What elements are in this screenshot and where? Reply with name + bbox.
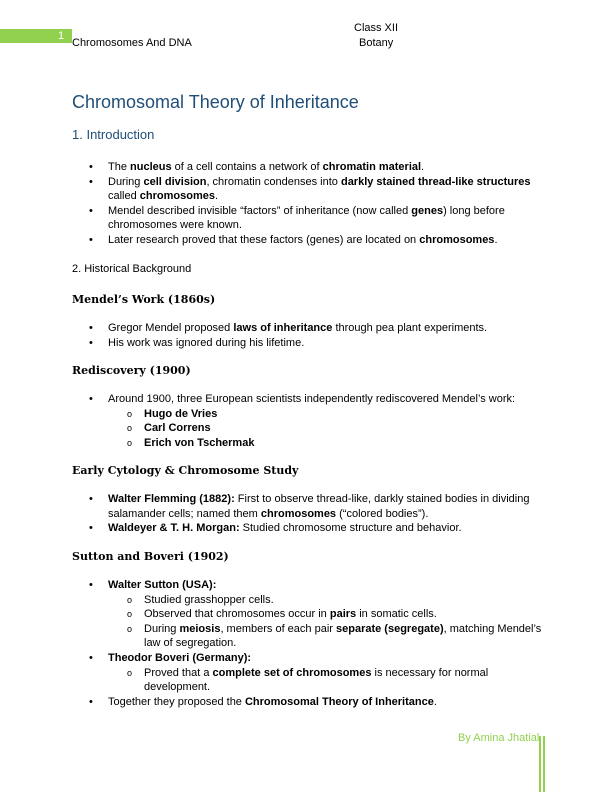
section-heading-historical: 2. Historical Background xyxy=(72,263,192,275)
mendel-list xyxy=(72,321,542,350)
rediscovery-list xyxy=(72,392,542,450)
list-item xyxy=(72,492,542,521)
list-item-text: During meiosis, members of each pair separate (segregate), matching Mendel’s law of segregation. xyxy=(144,622,542,650)
circle-bullet-icon: o xyxy=(127,609,133,620)
document-title: Chromosomal Theory of Inheritance xyxy=(72,92,359,112)
sub-list-item xyxy=(72,593,542,608)
sub-list-item xyxy=(72,421,542,436)
list-item-text: His work was ignored during his lifetime. xyxy=(108,336,305,349)
sub-list-item xyxy=(72,436,542,451)
list-item-text: Later research proved that these factors (genes) are located on chromosomes. xyxy=(108,233,498,246)
list-item-text: Walter Flemming (1882): First to observe thread-like, darkly stained bodies in dividing salamander cells; named them chromosomes (“colored bodies”). xyxy=(108,493,530,520)
bullet-icon: • xyxy=(89,393,93,405)
list-item-label: Walter Sutton (USA): xyxy=(108,579,217,591)
bullet-icon: • xyxy=(89,322,93,334)
circle-bullet-icon: o xyxy=(127,437,133,448)
bullet-icon: • xyxy=(89,233,93,246)
list-item-text: Proved that a complete set of chromosomes is necessary for normal development. xyxy=(144,666,489,694)
sub-list-item xyxy=(72,622,542,651)
subheading-rediscovery: Rediscovery (1900) xyxy=(72,364,191,377)
bullet-icon: • xyxy=(89,579,93,591)
list-item xyxy=(72,175,542,204)
subheading-sutton-boveri: Sutton and Boveri (1902) xyxy=(72,550,229,563)
section-heading-introduction: 1. Introduction xyxy=(72,127,155,142)
cytology-list xyxy=(72,492,542,536)
list-item xyxy=(72,521,542,536)
circle-bullet-icon: o xyxy=(127,667,133,678)
list-item-text: Waldeyer & T. H. Morgan: Studied chromosome structure and behavior. xyxy=(108,522,462,535)
header-subject: Botany xyxy=(359,37,394,49)
sutton-boveri-list xyxy=(72,578,542,709)
list-item-text: During cell division, chromatin condenses into darkly stained thread-like structures called chromosomes. xyxy=(108,175,531,203)
bullet-icon: • xyxy=(89,651,93,664)
bullet-icon: • xyxy=(89,175,93,188)
circle-bullet-icon: o xyxy=(127,594,133,605)
list-item-text: The nucleus of a cell contains a network of chromatin material. xyxy=(108,161,425,173)
list-item xyxy=(72,392,542,407)
bullet-icon: • xyxy=(89,161,93,173)
scientist-name: Erich von Tschermak xyxy=(144,436,255,449)
list-item xyxy=(72,578,542,593)
footer-decor-bar xyxy=(539,736,541,792)
list-item xyxy=(72,336,542,351)
list-item-text: Gregor Mendel proposed laws of inheritance through pea plant experiments. xyxy=(108,322,488,334)
sub-list-item xyxy=(72,607,542,622)
intro-list xyxy=(72,160,542,248)
sub-list-item xyxy=(72,666,542,695)
page-number: 1 xyxy=(58,30,65,42)
header-class: Class XII xyxy=(354,22,399,34)
list-item xyxy=(72,321,542,336)
circle-bullet-icon: o xyxy=(127,623,133,634)
list-item-label: Theodor Boveri (Germany): xyxy=(108,651,252,664)
header-left-title: Chromosomes And DNA xyxy=(72,37,192,49)
list-item xyxy=(72,695,542,710)
scientist-name: Hugo de Vries xyxy=(144,407,218,420)
bullet-icon: • xyxy=(89,695,93,708)
footer-author: By Amina Jhatial xyxy=(458,732,540,744)
list-item xyxy=(72,233,542,248)
footer-decor-bar xyxy=(543,736,545,792)
sub-list-item xyxy=(72,407,542,422)
circle-bullet-icon: o xyxy=(127,423,133,434)
subheading-cytology: Early Cytology & Chromosome Study xyxy=(72,464,299,477)
list-item xyxy=(72,160,542,175)
subheading-mendel: Mendel’s Work (1860s) xyxy=(72,293,216,306)
bullet-icon: • xyxy=(89,522,93,535)
bullet-icon: • xyxy=(89,336,93,349)
bullet-icon: • xyxy=(89,204,93,217)
scientist-name: Carl Correns xyxy=(144,422,211,435)
list-item xyxy=(72,204,542,233)
list-item-text: Mendel described invisible “factors” of inheritance (now called genes) long before chromosomes were known. xyxy=(108,204,505,232)
list-item-text: Together they proposed the Chromosomal Theory of Inheritance. xyxy=(108,695,437,708)
circle-bullet-icon: o xyxy=(127,408,133,419)
bullet-icon: • xyxy=(89,493,93,505)
list-item-text: Around 1900, three European scientists independently rediscovered Mendel’s work: xyxy=(108,393,516,405)
list-item xyxy=(72,651,542,666)
list-item-text: Observed that chromosomes occur in pairs in somatic cells. xyxy=(144,608,437,621)
list-item-text: Studied grasshopper cells. xyxy=(144,593,274,606)
